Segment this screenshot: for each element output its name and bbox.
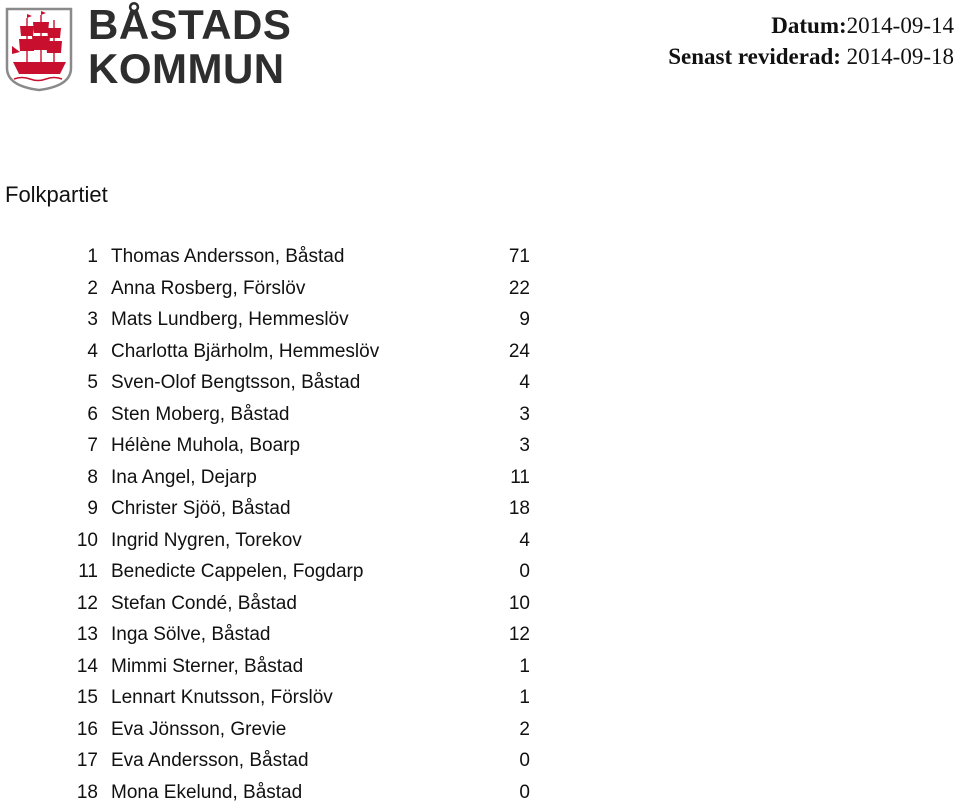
candidate-votes: 3 [430, 430, 530, 462]
candidate-row [0, 462, 560, 494]
candidate-number: 4 [48, 336, 98, 368]
revised-line [668, 41, 954, 72]
candidate-number: 3 [48, 304, 98, 336]
ship-crest-icon [4, 6, 74, 92]
candidate-number: 12 [48, 588, 98, 620]
candidate-row [0, 745, 560, 777]
candidate-number: 7 [48, 430, 98, 462]
candidate-row [0, 304, 560, 336]
candidate-row [0, 651, 560, 683]
candidate-votes: 2 [430, 714, 530, 746]
candidate-name: Mimmi Sterner, Båstad [111, 651, 303, 683]
candidate-name: Inga Sölve, Båstad [111, 619, 271, 651]
party-title: Folkpartiet [5, 182, 108, 208]
candidate-row [0, 430, 560, 462]
candidate-votes: 3 [430, 399, 530, 431]
candidate-votes: 4 [430, 367, 530, 399]
candidate-name: Benedicte Cappelen, Fogdarp [111, 556, 363, 588]
candidate-name: Mona Ekelund, Båstad [111, 777, 302, 808]
candidate-votes: 12 [430, 619, 530, 651]
candidate-number: 11 [48, 556, 98, 588]
candidate-votes: 0 [430, 745, 530, 777]
candidate-row [0, 273, 560, 305]
candidate-number: 9 [48, 493, 98, 525]
candidate-votes: 0 [430, 556, 530, 588]
candidate-row [0, 556, 560, 588]
logo-text-line1: BÅSTADS [88, 4, 291, 46]
candidate-number: 8 [48, 462, 98, 494]
candidate-row [0, 241, 560, 273]
candidate-name: Eva Jönsson, Grevie [111, 714, 286, 746]
candidate-name: Anna Rosberg, Förslöv [111, 273, 305, 305]
candidate-votes: 11 [430, 462, 530, 494]
candidate-name: Lennart Knutsson, Förslöv [111, 682, 333, 714]
candidate-number: 15 [48, 682, 98, 714]
candidate-name: Thomas Andersson, Båstad [111, 241, 344, 273]
candidate-votes: 71 [430, 241, 530, 273]
candidate-row [0, 367, 560, 399]
revised-label: Senast reviderad: [668, 44, 841, 69]
candidate-row [0, 525, 560, 557]
candidate-name: Stefan Condé, Båstad [111, 588, 297, 620]
candidate-number: 6 [48, 399, 98, 431]
candidate-votes: 4 [430, 525, 530, 557]
candidate-votes: 10 [430, 588, 530, 620]
candidate-number: 13 [48, 619, 98, 651]
date-label: Datum: [771, 13, 846, 38]
candidate-number: 5 [48, 367, 98, 399]
candidate-row [0, 777, 560, 808]
candidate-name: Ina Angel, Dejarp [111, 462, 257, 494]
candidate-row [0, 619, 560, 651]
candidate-row [0, 682, 560, 714]
candidate-name: Charlotta Bjärholm, Hemmeslöv [111, 336, 379, 368]
candidate-number: 2 [48, 273, 98, 305]
date-value: 2014-09-14 [847, 13, 954, 38]
candidate-votes: 1 [430, 651, 530, 683]
candidate-list [0, 241, 560, 808]
candidate-votes: 22 [430, 273, 530, 305]
candidate-row [0, 399, 560, 431]
candidate-name: Eva Andersson, Båstad [111, 745, 309, 777]
candidate-votes: 18 [430, 493, 530, 525]
logo-text-line2: KOMMUN [88, 48, 285, 90]
candidate-name: Sven-Olof Bengtsson, Båstad [111, 367, 360, 399]
candidate-number: 16 [48, 714, 98, 746]
candidate-number: 10 [48, 525, 98, 557]
candidate-name: Hélène Muhola, Boarp [111, 430, 300, 462]
candidate-name: Ingrid Nygren, Torekov [111, 525, 302, 557]
candidate-row [0, 588, 560, 620]
date-line [668, 10, 954, 41]
candidate-number: 18 [48, 777, 98, 808]
candidate-votes: 24 [430, 336, 530, 368]
candidate-votes: 9 [430, 304, 530, 336]
candidate-row [0, 714, 560, 746]
candidate-row [0, 493, 560, 525]
candidate-votes: 0 [430, 777, 530, 808]
candidate-name: Sten Moberg, Båstad [111, 399, 290, 431]
candidate-row [0, 336, 560, 368]
municipality-logo [4, 6, 304, 94]
candidate-name: Christer Sjöö, Båstad [111, 493, 291, 525]
candidate-number: 17 [48, 745, 98, 777]
candidate-number: 1 [48, 241, 98, 273]
candidate-name: Mats Lundberg, Hemmeslöv [111, 304, 349, 336]
candidate-number: 14 [48, 651, 98, 683]
revised-value: 2014-09-18 [847, 44, 954, 69]
document-meta [668, 10, 954, 72]
candidate-votes: 1 [430, 682, 530, 714]
